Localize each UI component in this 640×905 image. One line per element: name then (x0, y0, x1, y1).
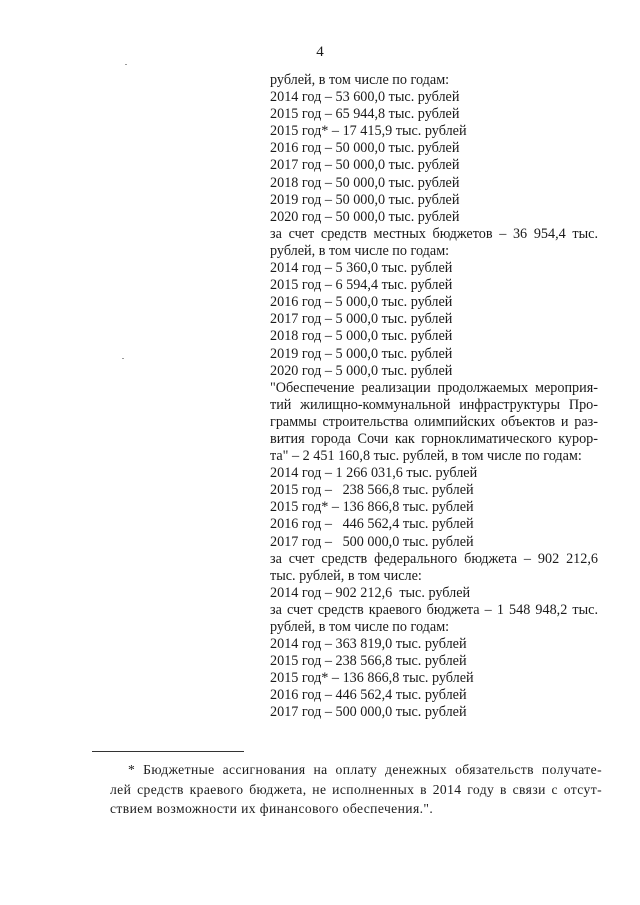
text-line: 2015 год – 6 594,4 тыс. рублей (270, 277, 453, 294)
text-line: 2019 год – 50 000,0 тыс. рублей (270, 191, 460, 208)
footnote-line: ствием возможности их финансового обеспечения.". (110, 801, 434, 816)
text-line: 2020 год – 50 000,0 тыс. рублей (270, 208, 460, 225)
text-line: 2014 год – 902 212,6 тыс. рублей (270, 584, 471, 601)
text-line: 2016 год – 446 562,4 тыс. рублей (270, 687, 467, 704)
footnote-line: лей средств краевого бюджета, не исполненных в 2014 году в связи с отсут- (110, 781, 602, 797)
text-line: граммы строительства олимпийских объектов и раз- (270, 413, 598, 430)
text-line: 2018 год – 50 000,0 тыс. рублей (270, 174, 460, 191)
text-line: 2016 год – 446 562,4 тыс. рублей (270, 516, 474, 533)
text-line: 2017 год – 500 000,0 тыс. рублей (270, 704, 467, 721)
text-line: 2015 год* – 136 866,8 тыс. рублей (270, 499, 474, 516)
text-line: 2016 год – 5 000,0 тыс. рублей (270, 294, 453, 311)
text-line: 2014 год – 363 819,0 тыс. рублей (270, 636, 467, 653)
text-line: 2017 год – 50 000,0 тыс. рублей (270, 157, 460, 174)
scan-speck (125, 64, 127, 65)
text-line: "Обеспечение реализации продолжаемых мероприя- (270, 379, 598, 396)
text-line: 2014 год – 1 266 031,6 тыс. рублей (270, 465, 478, 482)
text-line: 2015 год – 238 566,8 тыс. рублей (270, 653, 467, 670)
budget-text-block (270, 72, 598, 722)
text-line: рублей, в том числе по годам: (270, 619, 450, 635)
text-line: за счет средств местных бюджетов – 36 954,4 тыс. (270, 225, 598, 242)
text-line: рублей, в том числе по годам: (270, 242, 450, 259)
text-line: 2016 год – 50 000,0 тыс. рублей (270, 140, 460, 157)
page-number: 4 (316, 44, 324, 60)
text-line: рублей, в том числе по годам: (270, 72, 450, 88)
footnote (110, 760, 602, 819)
text-line: 2019 год – 5 000,0 тыс. рублей (270, 345, 453, 362)
text-line: за счет средств краевого бюджета – 1 548 948,2 тыс. (270, 601, 598, 618)
text-line: 2017 год – 5 000,0 тыс. рублей (270, 311, 453, 328)
text-line: та" – 2 451 160,8 тыс. рублей, в том числе по годам: (270, 448, 582, 465)
scan-speck (122, 358, 124, 359)
text-line: 2015 год – 238 566,8 тыс. рублей (270, 482, 474, 499)
text-line: 2015 год* – 136 866,8 тыс. рублей (270, 670, 474, 687)
text-line: 2015 год* – 17 415,9 тыс. рублей (270, 123, 467, 140)
text-line: 2014 год – 5 360,0 тыс. рублей (270, 260, 453, 277)
text-line: вития города Сочи как горноклиматического курор- (270, 430, 598, 447)
footnote-line: * Бюджетные ассигнования на оплату денежных обязательств получате- (128, 762, 602, 777)
text-line: тыс. рублей, в том числе: (270, 567, 422, 584)
text-line: за счет средств федерального бюджета – 902 212,6 (270, 550, 598, 567)
text-line: 2017 год – 500 000,0 тыс. рублей (270, 533, 474, 550)
text-line: 2018 год – 5 000,0 тыс. рублей (270, 328, 453, 345)
text-line: тий жилищно-коммунальной инфраструктуры Про- (270, 396, 598, 413)
text-line: 2014 год – 53 600,0 тыс. рублей (270, 89, 460, 106)
text-line: 2015 год – 65 944,8 тыс. рублей (270, 106, 460, 123)
footnote-divider (92, 751, 244, 752)
text-line: 2020 год – 5 000,0 тыс. рублей (270, 362, 453, 379)
